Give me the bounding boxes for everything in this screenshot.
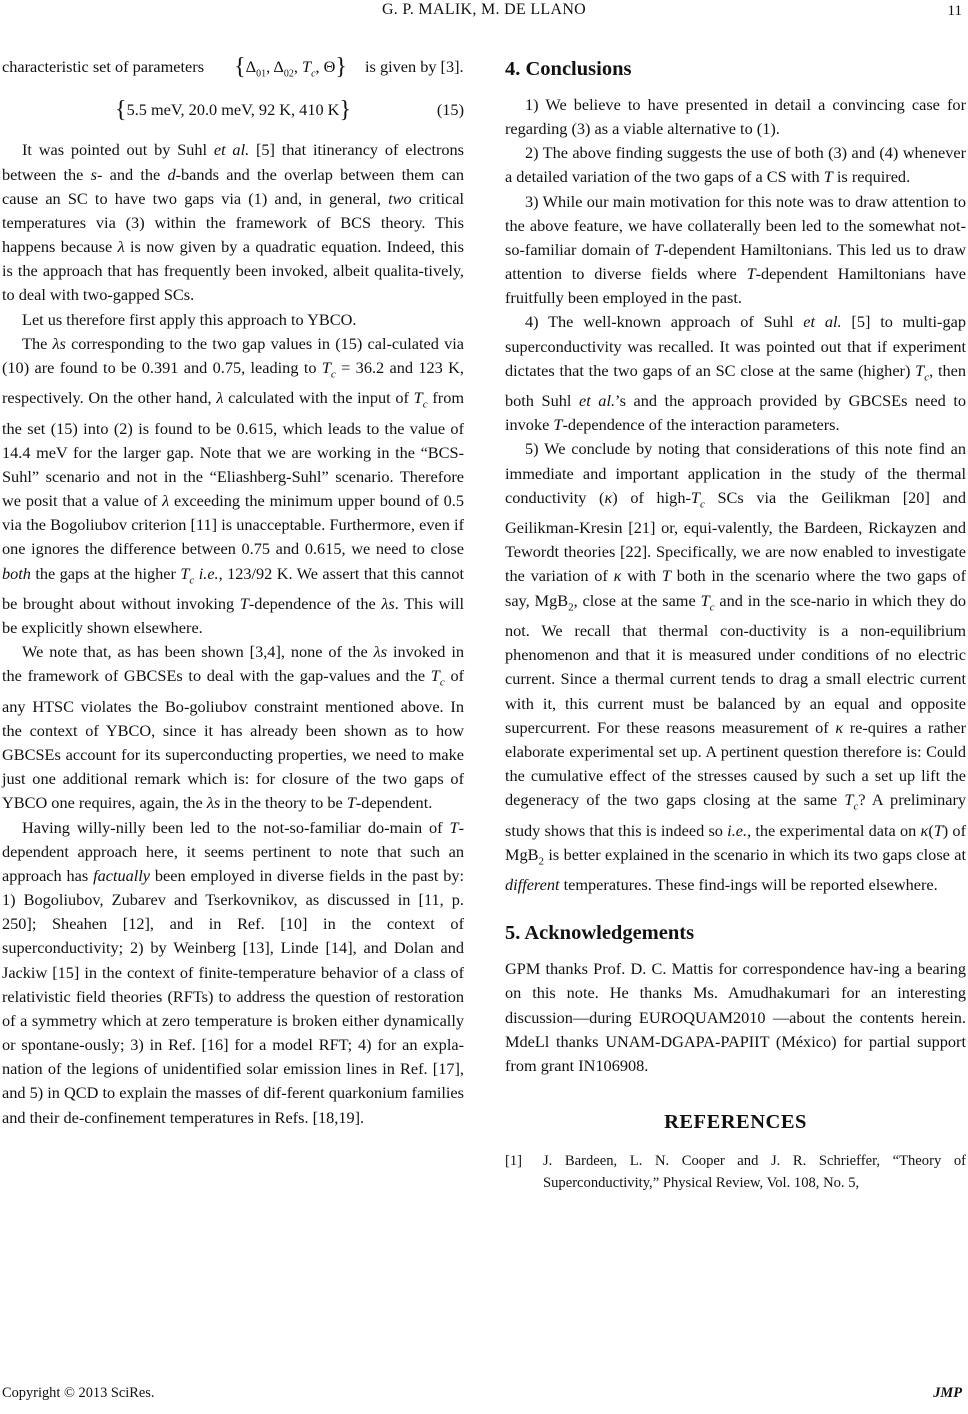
intro-text: characteristic set of parameters xyxy=(2,57,205,76)
references-heading: REFERENCES xyxy=(664,1111,807,1134)
conclusion-4: 4) The well-known approach of Suhl et al. [5] to multi-gap superconductivity was recalled. It was pointed out that if experiment dictates that the two gaps of an SC close at the same (higher) $T_c$, then both Suhl et al.’s and the approach provided by GBCSEs need to invoke T-dependence of the interaction parameters. xyxy=(505,312,966,435)
equation-body: {5.5 meV, 20.0 meV, 92 K, 410 K} xyxy=(115,97,351,124)
reference-text: J. Bardeen, L. N. Cooper and J. R. Schrieffer, “Theory of Superconductivity,” Physical Review, Vol. 108, No. 5, xyxy=(543,1153,966,1192)
acknowledgements-text: GPM thanks Prof. D. C. Mattis for correspondence hav-ing a bearing on this note. He thanks Ms. Amudhakumari for an interesting discussion—during EUROQUAM2010 —about the contents herein. MdeLl thanks UNAM-DGAPA-PAPIIT (México) for partial support from grant IN106908. xyxy=(505,959,966,1075)
paragraph-lambdas: The λs corresponding to the two gap values in (15) cal-culated via (10) are found to be 0.391 and 0.75, leading to $T_c = 36.2$ and 123 K, respectively. On the other hand, λ calculated with the input of $T_c$ from the set (15) into (2) is found to be 0.615, which leads to the value of 14.4 meV for the larger gap. Note that we are working in the “BCS-Suhl” scenario and not in the “Eliashberg-Suhl” scenario. Therefore we posit that a value of λ exceeding the minimum upper bound of 0.5 via the Bogoliubov criterion [11] is unacceptable. Furthermore, even if one ignores the difference between 0.75 and 0.615, we need to close both the gaps at the higher $T_c$ i.e., 123/92 K. We assert that this cannot be brought about without invoking T-dependence of the λs. This will be explicitly shown elsewhere. xyxy=(2,333,465,638)
copyright-notice: Copyright © 2013 SciRes. xyxy=(2,1385,155,1401)
left-column xyxy=(2,55,464,1130)
conclusion-5: 5) We conclude by noting that considerations of this note find an immediate and important application in the study of the thermal conductivity (κ) of high-$T_c$ SCs via the Geilikman [20] and Geilikman-Kresin [21] or, equi-valently, the Bardeen, Rickayzen and Tewordt theories [22]. Specifically, we are now enabled to investigate the variation of κ with T both in the scenario where the two gaps of say, MgB$_2$, close at the same $T_c$ and in the sce-nario in which they do not. We recall that thermal con-ductivity is a non-equilibrium phenomenon and that it is measured under conditions of no electric current. Since a thermal current tends to drag a small electric current with it, this current must be balanced by an equal and opposite supercurrent. For these reasons measurement of κ re-quires a rather elaborate experimental set up. A pertinent question therefore is: Could the cumulative effect of the stresses caused by such a set up lift the degeneracy of the two gaps closing at the same $T_c$? A preliminary study shows that this is indeed so i.e., the experimental data on κ(T) of MgB$_2$ is better explained in the scenario in which its two gaps close at different temperatures. These find-ings will be reported elsewhere. xyxy=(505,439,967,895)
page-number: 11 xyxy=(947,3,962,19)
reference-number: [1] xyxy=(505,1153,523,1170)
conclusions-heading: 4. Conclusions xyxy=(505,58,632,80)
paragraph-ybco: Let us therefore first apply this approach to YBCO. xyxy=(22,309,357,329)
reference-item xyxy=(505,1150,966,1194)
intro-param-set: {$\Delta_{01}$, $\Delta_{02}$, $T_c$, Θ} xyxy=(234,54,347,80)
journal-abbreviation: JMP xyxy=(933,1385,962,1401)
right-column xyxy=(505,55,966,1194)
page-footer xyxy=(0,1385,968,1409)
running-title: G. P. MALIK, M. DE LLANO xyxy=(381,1,587,18)
conclusion-3: 3) While our main motivation for this note was to draw attention to the above feature, we have collaterally been led to the somewhat not-so-familiar domain of T-dependent Hamiltonians. This led us to draw attention to diverse fields where T-dependent Hamiltonians have fruitfully been employed in the past. xyxy=(505,191,966,308)
intro-tail: is given by [3]. xyxy=(365,57,464,76)
page-header xyxy=(0,0,968,28)
paragraph-t-dependent: Having willy-nilly been led to the not-so-familiar do-main of T-dependent approach here, it seems pertinent to note that such an approach has factually been employed in diverse fields in the past by: 1) Bogoliubov, Zubarev and Tserkovnikov, as discussed in [11, p. 250]; Sheahen [12], and in Ref. [10] in the context of superconductivity; 2) by Weinberg [13], Linde [14], and Dolan and Jackiw [15] in the context of finite-temperature behavior of a class of relativistic field theories (RFTs) to address the question of restoration of a symmetry which at zero temperature is broken either dynamically or spontane-ously; 3) in Ref. [16] for a model RFT; 4) for an expla-nation of the legions of unidentified solar emission lines in Ref. [17], and 5) in QCD to explain the masses of dif-ferent quarkonium families and their de-confinement temperatures in Refs. [18,19]. xyxy=(2,817,464,1127)
conclusion-1: 1) We believe to have presented in detail a convincing case for regarding (3) as a viable alternative to (1). xyxy=(505,95,966,139)
intro-paragraph xyxy=(2,55,464,86)
acknowledgements-heading: 5. Acknowledgements xyxy=(505,922,695,945)
equation-15 xyxy=(2,90,464,130)
paragraph-suhl: It was pointed out by Suhl et al. [5] that itinerancy of electrons between the s- and the d-bands and the overlap between them can cause an SC to have two gaps via (1) and, in general, two critical temperatures via (3) within the framework of BCS theory. This happens because λ is now given by a quadratic equation. Indeed, this is the approach that has frequently been invoked, albeit qualita-tively, to deal with two-gapped SCs. xyxy=(2,140,465,305)
paragraph-gbcses: We note that, as has been shown [3,4], none of the λs invoked in the framework of GBCSEs to deal with the gap-values and the $T_c$ of any HTSC violates the Bo-goliubov constraint mentioned above. In the context of YBCO, since it has already been shown as to how GBCSEs account for its superconducting properties, we need to make just one additional remark which is: for closure of the two gaps of YBCO one requires, again, the λs in the theory to be T-dependent. xyxy=(2,642,464,813)
conclusion-2: 2) The above finding suggests the use of both (3) and (4) whenever a detailed variation of the two gaps of a CS with T is required. xyxy=(505,143,966,187)
equation-number: (15) xyxy=(436,100,464,120)
